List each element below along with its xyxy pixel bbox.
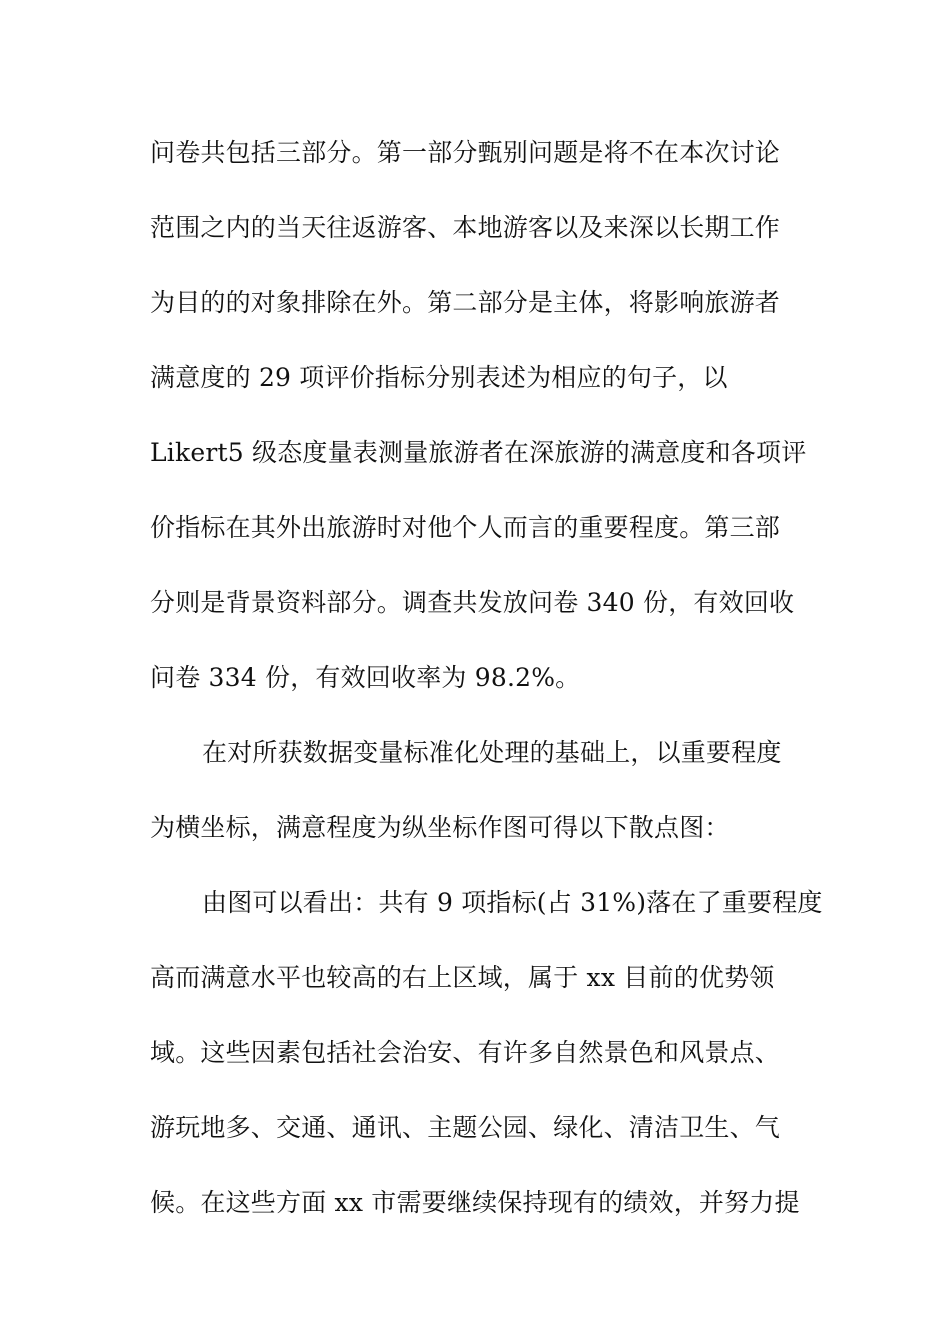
paragraph-line: 在对所获数据变量标准化处理的基础上，以重要程度 <box>202 738 782 767</box>
paragraph-line: Likert5 级态度量表测量旅游者在深旅游的满意度和各项评 <box>150 438 807 467</box>
paragraph-line: 游玩地多、交通、通讯、主题公园、绿化、清洁卫生、气 <box>150 1113 781 1142</box>
paragraph-line: 范围之内的当天往返游客、本地游客以及来深以长期工作 <box>150 213 781 242</box>
paragraph-line: 高而满意水平也较高的右上区域，属于 xx 目前的优势领 <box>150 963 775 992</box>
paragraph-line: 候。在这些方面 xx 市需要继续保持现有的绩效，并努力提 <box>150 1188 800 1217</box>
paragraph-line: 问卷 334 份，有效回收率为 98.2%。 <box>150 663 581 692</box>
paragraph-line: 满意度的 29 项评价指标分别表述为相应的句子，以 <box>150 363 728 392</box>
paragraph-line: 由图可以看出：共有 9 项指标(占 31%)落在了重要程度 <box>202 888 823 917</box>
paragraph-line: 为目的的对象排除在外。第二部分是主体，将影响旅游者 <box>150 288 781 317</box>
paragraph-line: 价指标在其外出旅游时对他个人而言的重要程度。第三部 <box>150 513 781 542</box>
paragraph-line: 为横坐标，满意程度为纵坐标作图可得以下散点图： <box>150 813 730 842</box>
paragraph-line: 分则是背景资料部分。调查共发放问卷 340 份，有效回收 <box>150 588 795 617</box>
paragraph-line: 域。这些因素包括社会治安、有许多自然景色和风景点、 <box>150 1038 781 1067</box>
body-text <box>150 128 830 1253</box>
paragraph-line: 问卷共包括三部分。第一部分甄别问题是将不在本次讨论 <box>150 138 781 167</box>
